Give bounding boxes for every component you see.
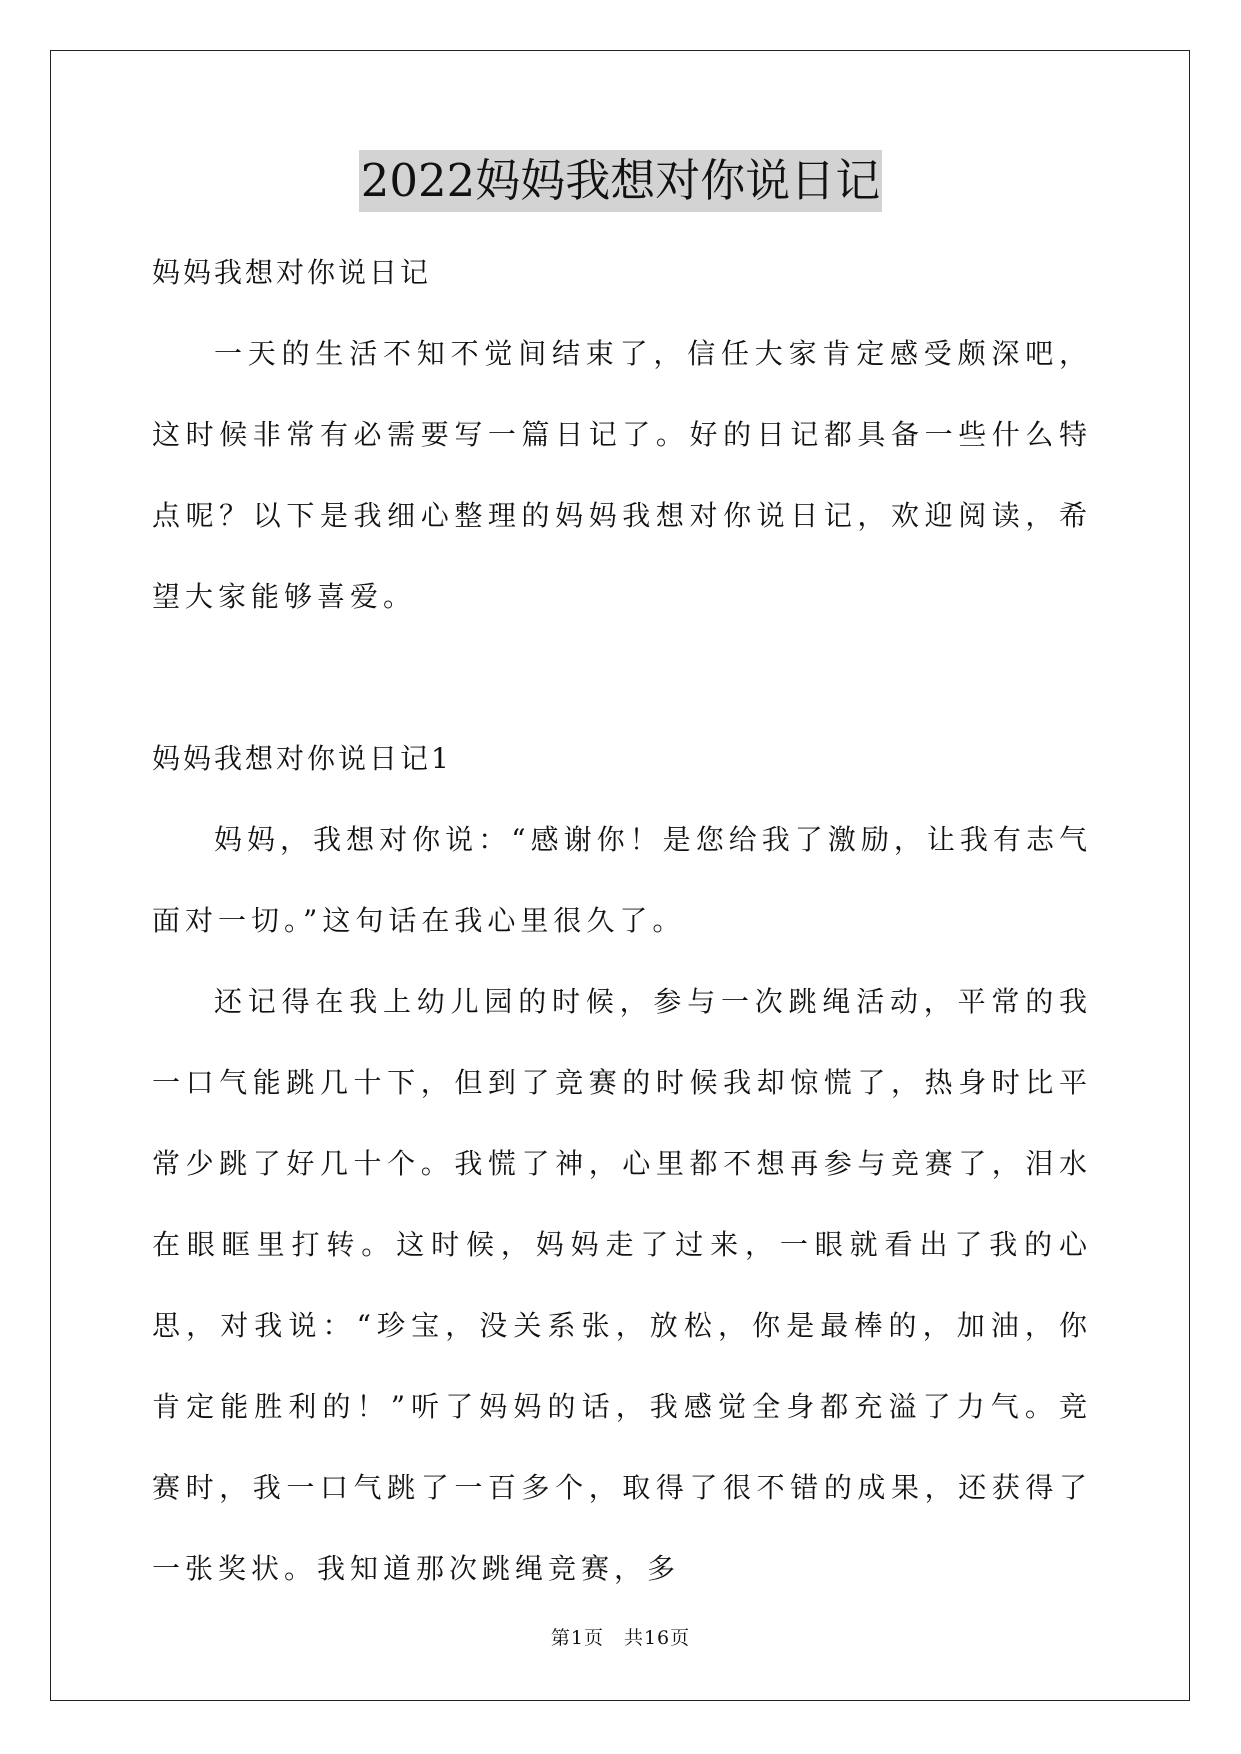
page-number: 第1页 共16页 [550,1627,691,1649]
section-heading: 妈妈我想对你说日记1 [152,742,452,775]
body-paragraph-2: 还记得在我上幼儿园的时候，参与一次跳绳活动，平常的我一口气能跳几十下，但到了竞赛的时候我却惊慌了，热身时比平常少跳了好几十个。我慌了神，心里都不想再参与竞赛了，泪水在眼眶里打转。这时候，妈妈走了过来，一眼就看出了我的心思，对我说：“珍宝，没关系张，放松，你是最棒的，加油，你肯定能胜利的！”听了妈妈的话，我感觉全身都充溢了力气。竞赛时，我一口气跳了一百多个，取得了很不错的成果，还获得了一张奖状。我知道那次跳绳竞赛，多 [152,985,1092,1585]
document-title: 2022妈妈我想对你说日记 [359,150,883,212]
title-container [0,150,1241,212]
intro-paragraph: 一天的生活不知不觉间结束了，信任大家肯定感受颇深吧，这时候非常有必需要写一篇日记了。好的日记都具备一些什么特点呢？以下是我细心整理的妈妈我想对你说日记，欢迎阅读，希望大家能够喜爱。 [152,337,1092,613]
document-body [152,232,1092,1609]
body-paragraph-1: 妈妈，我想对你说：“感谢你！是您给我了激励，让我有志气面对一切。”这句话在我心里很久了。 [152,823,1092,937]
subtitle: 妈妈我想对你说日记 [152,256,432,289]
paragraph-gap [152,637,1092,718]
